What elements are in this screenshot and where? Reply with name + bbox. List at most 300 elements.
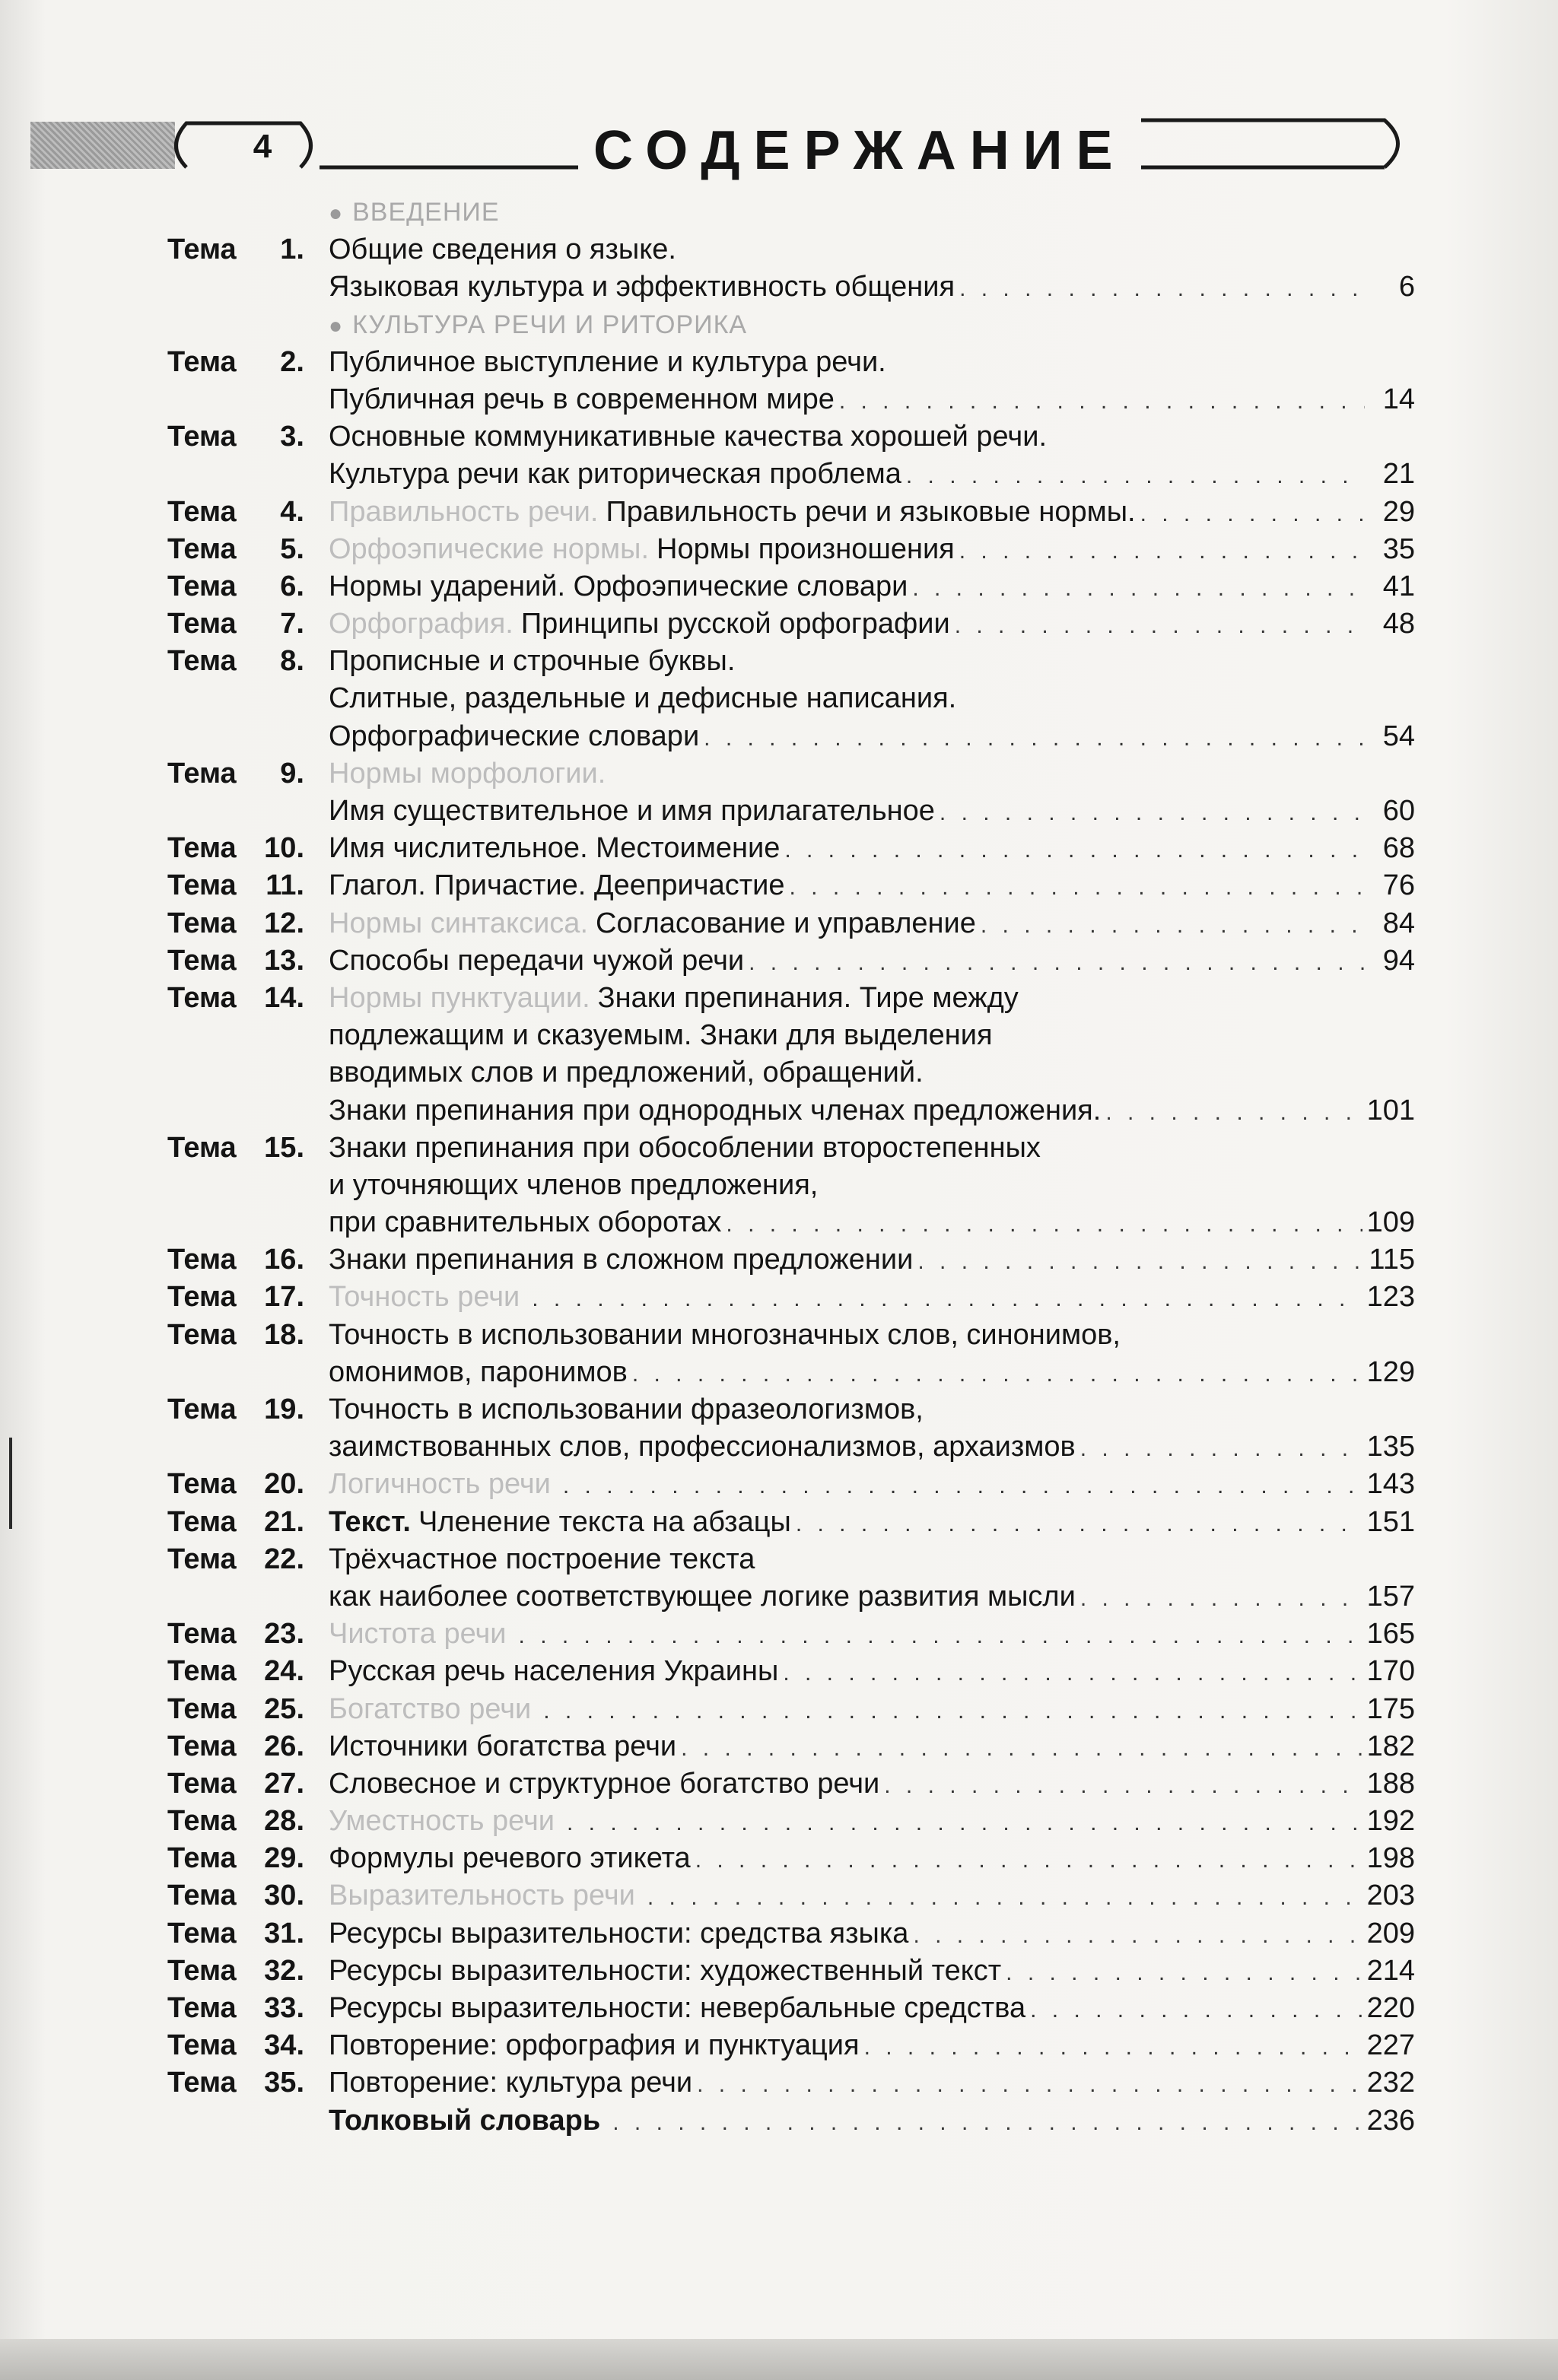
toc-entry — [329, 867, 1415, 906]
toc-row — [167, 867, 1415, 904]
dot-leader — [519, 1617, 1362, 1654]
page-ref: 129 — [1366, 1355, 1415, 1388]
topic-word: Тема — [167, 1318, 237, 1351]
section-heading — [167, 194, 1415, 231]
dot-leader — [647, 1879, 1362, 1916]
topic-number: 34. — [264, 2029, 304, 2062]
entry-text: Культура речи как риторическая проблема — [329, 458, 901, 491]
topic-label — [167, 1130, 304, 1167]
toc-row — [167, 269, 1415, 306]
page-ref: 157 — [1366, 1580, 1415, 1613]
toc-row — [167, 1054, 1415, 1091]
toc-row — [167, 1167, 1415, 1204]
topic-number: 35. — [264, 2067, 304, 2099]
topic-number: 13. — [264, 944, 304, 977]
topic-label — [167, 1803, 304, 1840]
dot-leader — [1030, 1991, 1362, 2029]
topic-word: Тема — [167, 1692, 237, 1725]
faded-heading: Нормы морфологии. — [329, 757, 606, 790]
toc-entry — [329, 494, 1415, 532]
page-ref: 175 — [1366, 1692, 1415, 1725]
toc-row — [167, 1130, 1415, 1167]
toc-row — [167, 1840, 1415, 1877]
toc-entry — [329, 643, 1415, 680]
bullet-icon: ● — [329, 201, 344, 226]
toc-entry — [329, 980, 1415, 1017]
toc-entry — [329, 1354, 1415, 1393]
toc-entry — [329, 307, 1415, 345]
faded-heading: Богатство речи — [329, 1692, 532, 1725]
dot-leader — [695, 1841, 1362, 1879]
toc-row — [167, 1017, 1415, 1054]
dot-leader — [864, 2029, 1362, 2066]
toc-row — [167, 1877, 1415, 1914]
topic-word: Тема — [167, 1954, 237, 1987]
toc-row — [167, 1504, 1415, 1541]
topic-number: 14. — [264, 981, 304, 1014]
entry-text: вводимых слов и предложений, обращений. — [329, 1057, 924, 1089]
dot-leader — [612, 2104, 1362, 2141]
bold-heading: Толковый словарь — [329, 2104, 601, 2137]
topic-word: Тема — [167, 1468, 237, 1501]
page-ref: 236 — [1366, 2104, 1415, 2137]
entry-text: и уточняющих членов предложения, — [329, 1168, 819, 1201]
toc-row — [167, 1578, 1415, 1616]
topic-word: Тема — [167, 234, 237, 266]
toc-entry — [329, 2064, 1415, 2103]
section-heading — [167, 307, 1415, 344]
entry-text: омонимов, паронимов — [329, 1355, 628, 1388]
page-bottom-edge — [0, 2339, 1558, 2380]
topic-word: Тема — [167, 1880, 237, 1912]
dot-leader — [917, 1243, 1364, 1280]
entry-text: Источники богатства речи — [329, 1730, 677, 1762]
topic-number: 15. — [264, 1131, 304, 1164]
dot-leader — [839, 383, 1365, 420]
faded-heading: Нормы пунктуации. — [329, 981, 590, 1014]
topic-number: 4. — [280, 495, 304, 528]
toc-row — [167, 1391, 1415, 1428]
toc-entry — [329, 269, 1415, 307]
topic-label — [167, 755, 304, 793]
faded-heading: Правильность речи. — [329, 495, 599, 528]
entry-text: Способы передачи чужой речи — [329, 944, 745, 977]
topic-number: 27. — [264, 1767, 304, 1800]
dot-leader — [726, 1206, 1362, 1243]
topic-label — [167, 942, 304, 980]
toc-row — [167, 344, 1415, 381]
toc-entry — [329, 905, 1415, 944]
faded-heading: Логичность речи — [329, 1468, 551, 1501]
toc-entry — [329, 1391, 1415, 1428]
toc-row — [167, 1915, 1415, 1953]
page-number: 4 — [253, 128, 272, 165]
toc-row — [167, 381, 1415, 418]
topic-label — [167, 643, 304, 680]
margin-mark — [9, 1438, 12, 1529]
topic-word: Тема — [167, 1767, 237, 1800]
page-ref: 165 — [1366, 1618, 1415, 1651]
topic-number: 8. — [280, 645, 304, 678]
dot-leader — [783, 1654, 1362, 1692]
topic-label — [167, 1915, 304, 1953]
dot-leader — [912, 570, 1365, 607]
page-ref: 227 — [1366, 2029, 1415, 2062]
topic-number: 32. — [264, 1954, 304, 1987]
toc-entry — [329, 531, 1415, 570]
page-ref: 6 — [1398, 271, 1415, 303]
topic-word: Тема — [167, 1655, 237, 1688]
toc-row — [167, 643, 1415, 680]
topic-word: Тема — [167, 421, 237, 453]
topic-word: Тема — [167, 1543, 237, 1575]
toc-row — [167, 456, 1415, 493]
page-ref: 41 — [1382, 570, 1415, 602]
page-ref: 48 — [1382, 608, 1415, 640]
toc-row — [167, 1204, 1415, 1241]
toc-entry — [329, 231, 1415, 269]
toc-entry — [329, 793, 1415, 831]
entry-text: Знаки препинания при обособлении второстепенных — [329, 1131, 1041, 1164]
entry-text: Повторение: орфография и пунктуация — [329, 2029, 860, 2062]
page-ref: 170 — [1366, 1655, 1415, 1688]
page-ref: 135 — [1366, 1431, 1415, 1463]
dot-leader — [563, 1467, 1362, 1505]
toc-entry — [329, 418, 1415, 456]
toc-entry — [329, 1279, 1415, 1317]
topic-word: Тема — [167, 757, 237, 790]
dot-leader — [884, 1767, 1362, 1804]
toc-row — [167, 231, 1415, 269]
topic-number: 11. — [265, 869, 304, 902]
toc-entry — [329, 605, 1415, 644]
dot-leader — [784, 831, 1365, 869]
toc-row — [167, 1428, 1415, 1466]
toc-row — [167, 1803, 1415, 1840]
toc-entry — [329, 1765, 1415, 1804]
toc-entry — [329, 2102, 1415, 2141]
entry-text: заимствованных слов, профессионализмов, архаизмов — [329, 1431, 1076, 1463]
toc-entry — [329, 1428, 1415, 1467]
toc-row — [167, 1765, 1415, 1803]
entry-text: Общие сведения о языке. — [329, 234, 676, 266]
toc-entry — [329, 1953, 1415, 1991]
toc-entry — [329, 1241, 1415, 1280]
toc-row — [167, 1616, 1415, 1653]
topic-label — [167, 1765, 304, 1803]
topic-number: 26. — [264, 1730, 304, 1762]
dot-leader — [1080, 1430, 1362, 1467]
toc-entry — [329, 1317, 1415, 1354]
toc-entry — [329, 1915, 1415, 1954]
topic-label — [167, 1953, 304, 1990]
toc-entry — [329, 2027, 1415, 2066]
topic-label — [167, 1466, 304, 1503]
toc-row — [167, 755, 1415, 793]
dot-leader — [704, 720, 1365, 757]
toc-entry — [329, 1840, 1415, 1879]
entry-text: Точность в использовании фразеологизмов, — [329, 1393, 924, 1425]
entry-text: Ресурсы выразительности: художественный текст — [329, 1954, 1002, 1987]
topic-number: 24. — [264, 1655, 304, 1688]
page-ref: 151 — [1366, 1505, 1415, 1538]
entry-text: Формулы речевого этикета — [329, 1842, 691, 1875]
toc-row — [167, 2027, 1415, 2064]
entry-text: Имя существительное и имя прилагательное — [329, 795, 935, 827]
entry-text: Глагол. Причастие. Деепричастие — [329, 869, 785, 902]
entry-text: подлежащим и сказуемым. Знаки для выделения — [329, 1019, 993, 1052]
entry-text: Согласование и управление — [596, 907, 976, 939]
dot-leader — [955, 607, 1365, 644]
toc-entry — [329, 680, 1415, 717]
entry-text: Знаки препинания при однородных членах предложения. — [329, 1094, 1102, 1126]
page-header — [30, 114, 1423, 183]
faded-heading: Выразительность речи — [329, 1880, 635, 1912]
topic-word: Тема — [167, 570, 237, 602]
page-ref: 192 — [1366, 1805, 1415, 1838]
page-ref: 198 — [1366, 1842, 1415, 1875]
topic-number: 18. — [264, 1318, 304, 1351]
bold-heading: Текст. — [329, 1505, 411, 1538]
entry-text: Знаки препинания в сложном предложении — [329, 1244, 914, 1276]
topic-number: 19. — [264, 1393, 304, 1425]
page-ref: 14 — [1382, 383, 1415, 415]
toc-row — [167, 830, 1415, 867]
page-ref: 68 — [1382, 832, 1415, 865]
topic-number: 12. — [264, 907, 304, 939]
topic-number: 28. — [264, 1805, 304, 1838]
dot-leader — [981, 907, 1365, 944]
toc-entry — [329, 1054, 1415, 1091]
topic-word: Тема — [167, 1505, 237, 1538]
toc-row — [167, 718, 1415, 755]
toc-row — [167, 1317, 1415, 1354]
topic-label — [167, 1317, 304, 1354]
entry-text: Трёхчастное построение текста — [329, 1543, 755, 1575]
toc-row — [167, 1728, 1415, 1765]
topic-number: 33. — [264, 1992, 304, 2024]
page-ref: 84 — [1382, 907, 1415, 939]
topic-word: Тема — [167, 1992, 237, 2024]
toc-row — [167, 1354, 1415, 1391]
entry-text: Повторение: культура речи — [329, 2067, 693, 2099]
entry-text: как наиболее соответствующее логике развития мысли — [329, 1580, 1076, 1613]
dot-leader — [567, 1804, 1362, 1841]
topic-label — [167, 1840, 304, 1877]
topic-word: Тема — [167, 1281, 237, 1314]
topic-number: 16. — [264, 1244, 304, 1276]
toc-entry — [329, 718, 1415, 757]
topic-label — [167, 867, 304, 904]
toc-row — [167, 568, 1415, 605]
entry-text: Публичная речь в современном мире — [329, 383, 835, 415]
topic-number: 10. — [264, 832, 304, 865]
dot-leader — [789, 869, 1365, 906]
page-ref: 214 — [1366, 1954, 1415, 1987]
toc-row — [167, 1953, 1415, 1990]
section-title: ВВЕДЕНИЕ — [352, 198, 500, 227]
page-ref: 123 — [1366, 1281, 1415, 1314]
page-ref: 29 — [1382, 495, 1415, 528]
topic-word: Тема — [167, 832, 237, 865]
toc-row — [167, 1279, 1415, 1316]
topic-word: Тема — [167, 495, 237, 528]
toc-row — [167, 2102, 1415, 2140]
toc-row — [167, 1241, 1415, 1279]
page-ref: 232 — [1366, 2067, 1415, 2099]
entry-text: Русская речь населения Украины — [329, 1655, 779, 1688]
topic-label — [167, 1241, 304, 1279]
topic-label — [167, 1653, 304, 1690]
faded-heading: Орфография. — [329, 608, 514, 640]
faded-heading: Уместность речи — [329, 1805, 555, 1838]
topic-word: Тема — [167, 2067, 237, 2099]
toc-row — [167, 531, 1415, 568]
topic-number: 22. — [264, 1543, 304, 1575]
topic-label — [167, 1990, 304, 2027]
dot-leader — [632, 1355, 1362, 1393]
page-ref: 182 — [1366, 1730, 1415, 1762]
topic-word: Тема — [167, 1393, 237, 1425]
dot-leader — [913, 1917, 1362, 1954]
topic-label — [167, 1504, 304, 1541]
toc-entry — [329, 830, 1415, 869]
toc-entry — [329, 1653, 1415, 1692]
topic-number: 2. — [280, 345, 304, 378]
dot-leader — [1140, 495, 1365, 532]
page-ref: 35 — [1382, 532, 1415, 565]
toc-row — [167, 1691, 1415, 1728]
topic-label — [167, 494, 304, 531]
bullet-icon: ● — [329, 313, 344, 338]
topic-label — [167, 1728, 304, 1765]
entry-text: Принципы русской орфографии — [520, 608, 950, 640]
topic-word: Тема — [167, 869, 237, 902]
page-title: СОДЕРЖАНИЕ — [593, 120, 1127, 181]
page-ref: 76 — [1382, 869, 1415, 902]
dot-leader — [532, 1280, 1362, 1317]
entry-text: Ресурсы выразительности: средства языка — [329, 1917, 909, 1949]
entry-text: Нормы ударений. Орфоэпические словари — [329, 570, 908, 602]
toc-row — [167, 2064, 1415, 2102]
page-ref: 188 — [1366, 1767, 1415, 1800]
entry-text: Имя числительное. Местоимение — [329, 832, 781, 865]
entry-text: Публичное выступление и культура речи. — [329, 345, 886, 378]
toc-entry — [329, 1466, 1415, 1505]
faded-heading: Точность речи — [329, 1281, 520, 1314]
dot-leader — [959, 532, 1365, 570]
toc-row — [167, 1653, 1415, 1690]
toc-entry — [329, 1877, 1415, 1916]
toc-entry — [329, 1204, 1415, 1243]
page-ref: 203 — [1366, 1880, 1415, 1912]
toc-entry — [329, 1578, 1415, 1617]
page-ref: 101 — [1366, 1094, 1415, 1126]
dot-leader — [697, 2066, 1362, 2103]
topic-label — [167, 1541, 304, 1578]
entry-text: Членение текста на абзацы — [418, 1505, 791, 1538]
toc-entry — [329, 194, 1415, 232]
topic-number: 1. — [280, 234, 304, 266]
topic-number: 17. — [264, 1281, 304, 1314]
page-ref: 109 — [1366, 1206, 1415, 1239]
page-ref: 60 — [1382, 795, 1415, 827]
topic-label — [167, 568, 304, 605]
topic-number: 9. — [280, 757, 304, 790]
topic-label — [167, 605, 304, 643]
topic-word: Тема — [167, 907, 237, 939]
dot-leader — [543, 1692, 1362, 1730]
topic-number: 6. — [280, 570, 304, 602]
topic-word: Тема — [167, 1131, 237, 1164]
topic-number: 31. — [264, 1917, 304, 1949]
faded-heading: Нормы синтаксиса. — [329, 907, 588, 939]
dot-leader — [940, 794, 1365, 831]
topic-number: 20. — [264, 1468, 304, 1501]
page-ref: 115 — [1369, 1244, 1415, 1276]
topic-label — [167, 1691, 304, 1728]
toc-entry — [329, 1541, 1415, 1578]
entry-text: Правильность речи и языковые нормы. — [606, 495, 1136, 528]
entry-text: Словесное и структурное богатство речи — [329, 1767, 880, 1800]
topic-number: 5. — [280, 532, 304, 565]
page-ref: 54 — [1382, 720, 1415, 752]
toc-entry — [329, 1803, 1415, 1841]
toc-entry — [329, 1616, 1415, 1654]
toc-row — [167, 793, 1415, 830]
toc-row — [167, 418, 1415, 456]
toc-row — [167, 494, 1415, 531]
entry-text: Знаки препинания. Тире между — [597, 981, 1019, 1014]
topic-number: 21. — [264, 1505, 304, 1538]
dot-leader — [1006, 1954, 1362, 1991]
page-ref: 94 — [1382, 944, 1415, 977]
topic-word: Тема — [167, 645, 237, 678]
toc-entry — [329, 1728, 1415, 1767]
topic-number: 7. — [280, 608, 304, 640]
topic-word: Тема — [167, 1842, 237, 1875]
table-of-contents — [167, 194, 1415, 2140]
topic-label — [167, 2064, 304, 2102]
entry-text: при сравнительных оборотах — [329, 1206, 722, 1239]
topic-number: 29. — [264, 1842, 304, 1875]
topic-label — [167, 531, 304, 568]
topic-word: Тема — [167, 981, 237, 1014]
topic-number: 3. — [280, 421, 304, 453]
page-ref: 209 — [1366, 1917, 1415, 1949]
topic-label — [167, 1279, 304, 1316]
toc-row — [167, 1466, 1415, 1503]
page-ref: 143 — [1366, 1468, 1415, 1501]
topic-number: 25. — [264, 1692, 304, 1725]
toc-entry — [329, 1017, 1415, 1054]
toc-row — [167, 905, 1415, 942]
toc-row — [167, 680, 1415, 717]
faded-heading: Орфоэпические нормы. — [329, 532, 650, 565]
topic-word: Тема — [167, 608, 237, 640]
toc-row — [167, 980, 1415, 1017]
topic-word: Тема — [167, 1730, 237, 1762]
toc-entry — [329, 1691, 1415, 1730]
dot-leader — [959, 270, 1365, 307]
topic-label — [167, 1391, 304, 1428]
toc-row — [167, 1541, 1415, 1578]
toc-entry — [329, 568, 1415, 607]
topic-label — [167, 418, 304, 456]
topic-word: Тема — [167, 1618, 237, 1651]
section-title: КУЛЬТУРА РЕЧИ И РИТОРИКА — [352, 310, 748, 339]
entry-text: Основные коммуникативные качества хорошей речи. — [329, 421, 1048, 453]
